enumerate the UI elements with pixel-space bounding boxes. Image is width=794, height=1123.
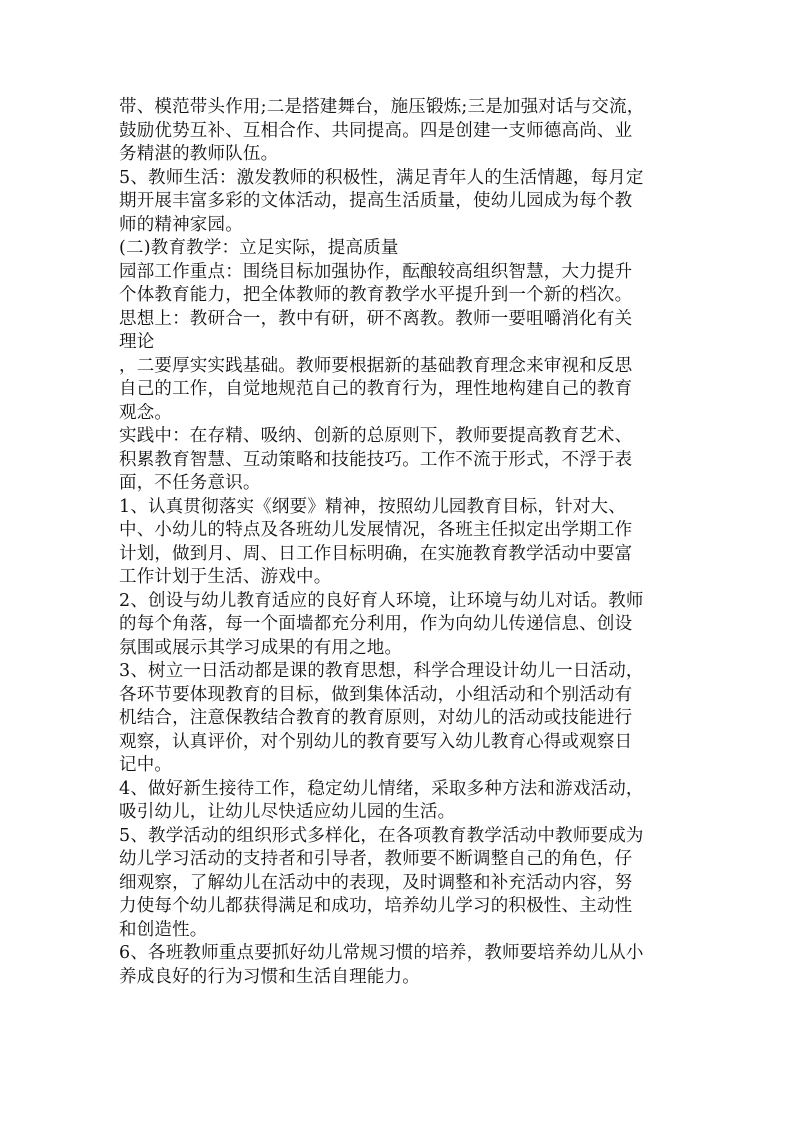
text-line: 吸引幼儿，让幼儿尽快适应幼儿园的生活。 [119,802,456,822]
text-line: 积累教育智慧、互动策略和技能技巧。工作不流于形式，不浮于表 [119,449,633,470]
text-line: 1、认真贯彻落实《纲要》精神，按照幼儿园教育目标，针对大、 [119,496,626,517]
text-line: 4、做好新生接待工作，稳定幼儿情绪，采取多种方法和游戏活动， [119,778,644,799]
text-line: 自己的工作，自觉地规范自己的教育行为，理性地构建自己的教育 [119,379,633,399]
section-heading: (二)教育教学：立足实际，提高质量 [119,238,399,258]
text-line: 力使每个幼儿都获得满足和成功，培养幼儿学习的积极性、主动性 [119,896,633,916]
text-line: 实践中：在存精、吸纳、创新的总原则下，教师要提高教育艺术、 [119,426,633,446]
text-line: 带、模范带头作用;二是搭建舞台，施压锻炼;三是加强对话与交流， [119,97,645,117]
text-line: 师的精神家园。 [119,214,243,235]
text-line: 6、各班教师重点要抓好幼儿常规习惯的培养，教师要培养幼儿从小 [119,943,644,963]
text-line: 和创造性。 [119,919,208,940]
text-line: 养成良好的行为习惯和生活自理能力。 [119,966,420,987]
text-line: 机结合，注意保教结合教育的教育原则，对幼儿的活动或技能进行 [119,708,633,728]
text-line: 中、小幼儿的特点及各班幼儿发展情况，各班主任拟定出学期工作 [119,520,633,540]
text-line: 5、教学活动的组织形式多样化，在各项教育教学活动中教师要成为 [119,825,644,846]
text-line: ，二要厚实实践基础。教师要根据新的基础教育理念来审视和反思 [119,355,633,376]
text-line: 个体教育能力，把全体教师的教育教学水平提升到一个新的档次。 [119,285,633,305]
text-line: 理论 [119,332,155,352]
text-line: 计划，做到月、周、日工作目标明确，在实施教育教学活动中要富 [119,543,633,564]
text-line: 工作计划于生活、游戏中。 [119,567,332,587]
text-line: 各环节要体现教育的目标，做到集体活动，小组活动和个别活动有 [119,684,633,705]
text-line: 的每个角落，每一个面墙都充分利用，作为向幼儿传递信息、创设 [119,614,633,634]
text-line: 2、创设与幼儿教育适应的良好育人环境，让环境与幼儿对话。教师 [119,590,644,611]
text-line: 园部工作重点：围绕目标加强协作，酝酿较高组织智慧，大力提升 [119,261,633,282]
text-line: 记中。 [119,755,173,775]
text-line: 幼儿学习活动的支持者和引导者，教师要不断调整自己的角色，仔 [119,849,633,869]
text-line: 氛围或展示其学习成果的有用之地。 [119,637,403,658]
text-line: 思想上：教研合一，教中有研，研不离教。教师一要咀嚼消化有关 [119,308,633,329]
text-line: 5、教师生活：激发教师的积极性，满足青年人的生活情趣，每月定 [119,167,644,188]
text-line: 观念。 [119,402,173,423]
text-line: 务精湛的教师队伍。 [119,144,279,164]
text-line: 鼓励优势互补、互相合作、共同提高。四是创建一支师德高尚、业 [119,120,633,141]
text-line: 细观察，了解幼儿在活动中的表现，及时调整和补充活动内容，努 [119,872,633,893]
text-line: 观察，认真评价，对个别幼儿的教育要写入幼儿教育心得或观察日 [119,731,633,752]
text-line: 面，不任务意识。 [119,473,261,493]
text-line: 期开展丰富多彩的文体活动，提高生活质量，使幼儿园成为每个教 [119,191,633,211]
text-line: 3、树立一日活动都是课的教育思想，科学合理设计幼儿一日活动， [119,661,644,681]
document-body [119,96,679,989]
